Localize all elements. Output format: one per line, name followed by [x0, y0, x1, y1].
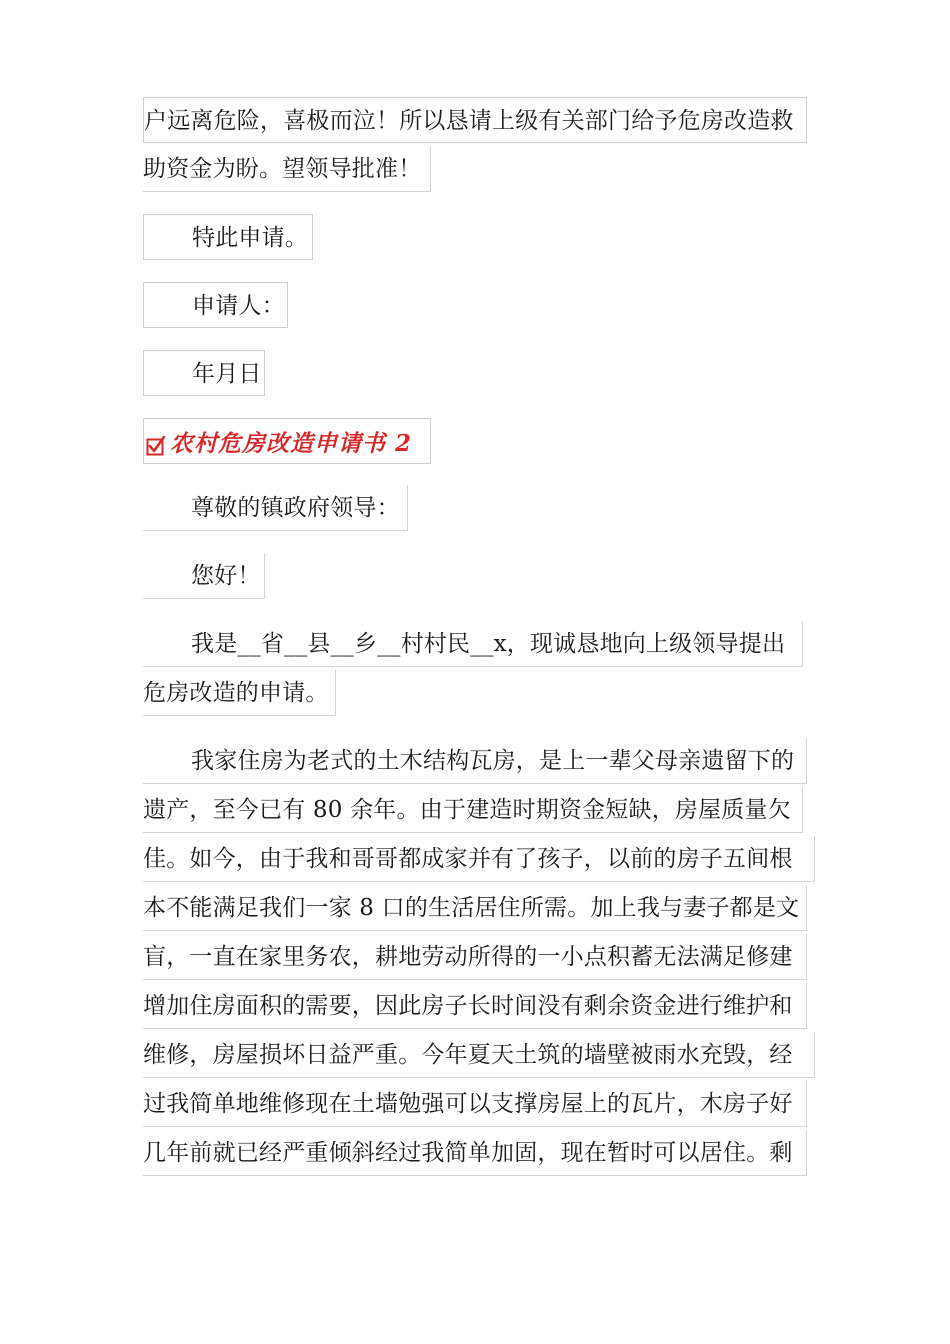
paragraph-line: 户远离危险，喜极而泣！所以恳请上级有关部门给予危房改造救 [143, 97, 807, 143]
paragraph-line: 佳。如今，由于我和哥哥都成家并有了孩子，以前的房子五间根 [143, 836, 815, 882]
paragraph-line: 增加住房面积的需要，因此房子长时间没有剩余资金进行维护和 [143, 983, 807, 1029]
salutation: 尊敬的镇政府领导： [143, 485, 408, 531]
paragraph-line: 危房改造的申请。 [143, 670, 336, 716]
checkbox-checked-icon [146, 436, 166, 456]
greeting: 您好！ [143, 553, 265, 599]
paragraph-line: 我家住房为老式的土木结构瓦房，是上一辈父母亲遗留下的 [143, 738, 807, 784]
date-label: 年月日 [143, 350, 265, 396]
paragraph-line: 几年前就已经严重倾斜经过我简单加固，现在暂时可以居住。剩 [143, 1130, 807, 1176]
section-heading [143, 418, 431, 464]
paragraph-line: 盲，一直在家里务农，耕地劳动所得的一小点积蓄无法满足修建 [143, 934, 807, 980]
paragraph-line: 遗产，至今已有 80 余年。由于建造时期资金短缺，房屋质量欠 [143, 787, 803, 833]
applicant-label: 申请人： [143, 282, 288, 328]
paragraph-line: 我是__省__县__乡__村村民__x，现诚恳地向上级领导提出 [143, 621, 803, 667]
heading-title: 农村危房改造申请书 2 [170, 429, 413, 457]
paragraph-line: 维修，房屋损坏日益严重。今年夏天土筑的墙壁被雨水充毁，经 [143, 1032, 815, 1078]
paragraph-line: 本不能满足我们一家 8 口的生活居住所需。加上我与妻子都是文 [143, 885, 807, 931]
closing-phrase: 特此申请。 [143, 214, 313, 260]
paragraph-line: 过我简单地维修现在土墙勉强可以支撑房屋上的瓦片，木房子好 [143, 1081, 807, 1127]
paragraph-line: 助资金为盼。望领导批准！ [143, 146, 431, 192]
